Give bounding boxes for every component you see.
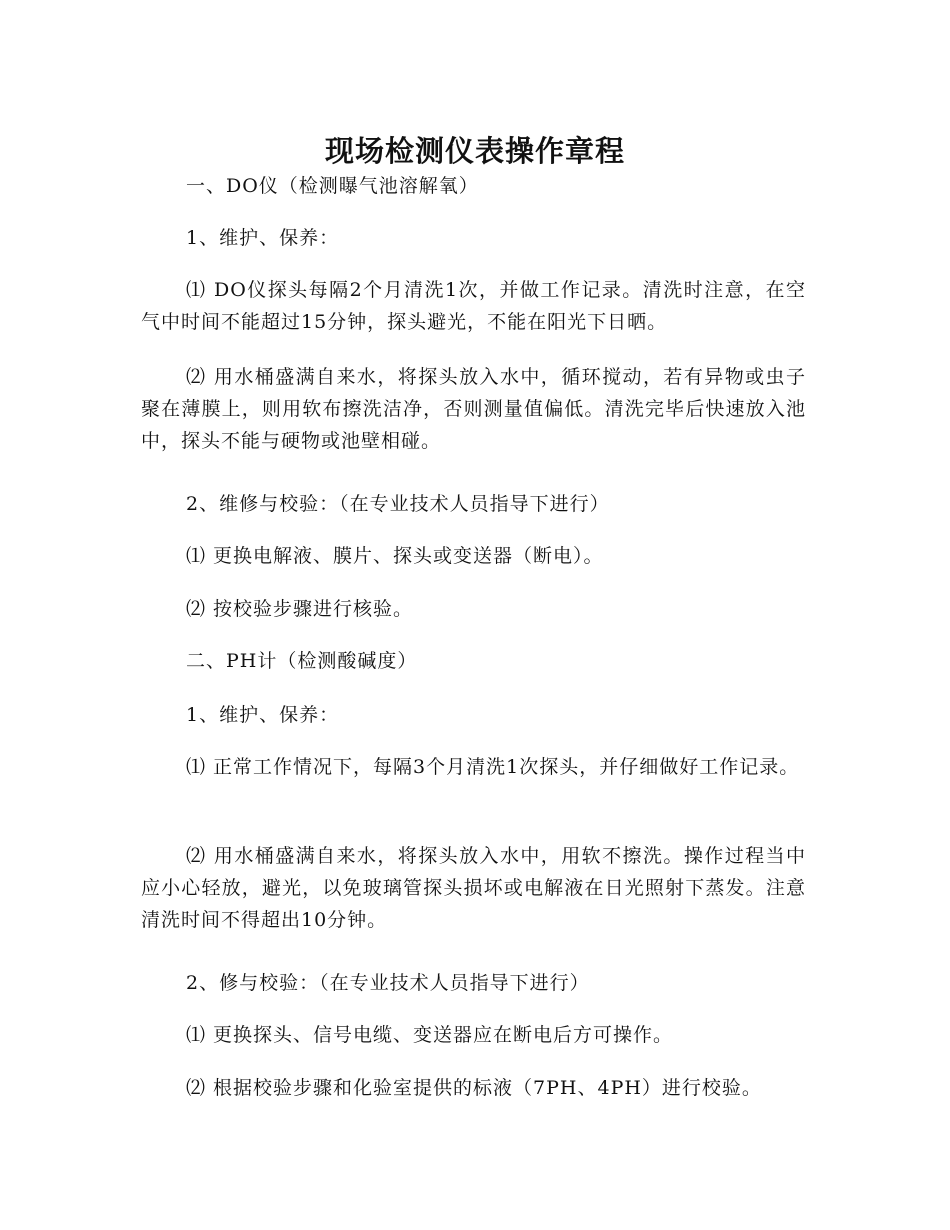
subsection-heading-repair-ph: 2、修与校验：（在专业技术人员指导下进行） [186,972,590,994]
section-heading-ph-meter: 二、PH计（检测酸碱度） [186,650,418,672]
subsection-heading-repair: 2、维修与校验：（在专业技术人员指导下进行） [186,493,610,515]
paragraph-do-calibration: ⑵ 按校验步骤进行核验。 [186,598,414,620]
document-title: 现场检测仪表操作章程 [324,134,625,169]
paragraph-ph-cleaning-method: ⑵ 用水桶盛满自来水，将探头放入水中，用软不擦洗。操作过程当中应小心轻放，避光，以免玻璃管探头损坏或电解液在日光照射下蒸发。注意清洗时间不得超出10分钟。 [141,845,806,931]
paragraph-ph-cleaning-interval: ⑴ 正常工作情况下，每隔3个月清洗1次探头，并仔细做好工作记录。 [186,756,800,778]
section-heading-do-meter: 一、DO仪（检测曝气池溶解氧） [186,175,479,197]
paragraph-ph-calibration: ⑵ 根据校验步骤和化验室提供的标液（7PH、4PH）进行校验。 [186,1077,762,1099]
paragraph-do-replace-parts: ⑴ 更换电解液、膜片、探头或变送器（断电）。 [186,545,604,567]
subsection-heading-maintenance: 1、维护、保养： [186,227,340,249]
paragraph-do-cleaning-interval: ⑴ DO仪探头每隔2个月清洗1次，并做工作记录。清洗时注意，在空气中时间不能超过15分钟，探头避光，不能在阳光下日晒。 [141,279,806,333]
paragraph-ph-replace-parts: ⑴ 更换探头、信号电缆、变送器应在断电后方可操作。 [186,1024,674,1046]
paragraph-do-cleaning-method: ⑵ 用水桶盛满自来水，将探头放入水中，循环搅动，若有异物或虫子聚在薄膜上，则用软布擦洗洁净，否则测量值偏低。清洗完毕后快速放入池中，探头不能与硬物或池壁相碰。 [141,366,806,452]
subsection-heading-maintenance-ph: 1、维护、保养： [186,704,340,726]
